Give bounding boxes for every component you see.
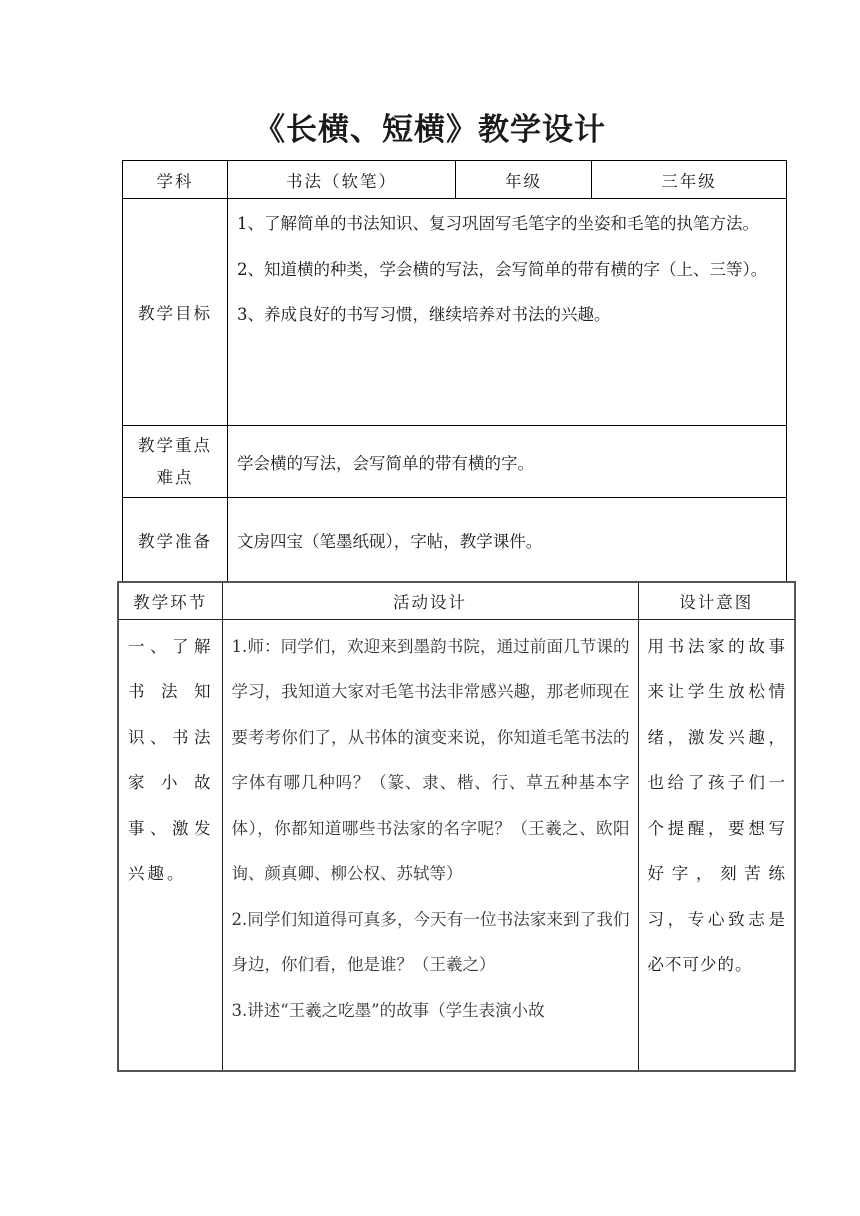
key-points-label-line2: 难点: [156, 467, 194, 487]
document-title: 《长横、短横》教学设计: [254, 112, 606, 148]
objective-item: 2、知道横的种类，学会横的写法，会写简单的带有横的字（上、三等）。: [237, 259, 768, 279]
key-points-label: [123, 426, 228, 498]
activity-cell: [222, 619, 638, 1071]
objectives-label: 教学目标: [123, 199, 228, 426]
intent-cell: [638, 619, 795, 1071]
objective-item: 3、养成良好的书写习惯，继续培养对书法的兴趣。: [237, 305, 611, 324]
subject-label: 学科: [123, 161, 228, 199]
objective-item: 1、了解简单的书法知识、复习巩固写毛笔字的坐姿和毛笔的执笔方法。: [237, 214, 759, 233]
header-stage: 教学环节: [118, 582, 222, 619]
subject-value: 书法（软笔）: [228, 161, 456, 199]
activity-item: 1.师：同学们，欢迎来到墨韵书院，通过前面几节课的学习，我知道大家对毛笔书法非常感兴趣，那老师现在要考考你们了，从书体的演变来说，你知道毛笔书法的字体有哪几种吗？（篆、隶、楷、行、草五种基本字体），你都知道哪些书法家的名字呢？（王羲之、欧阳询、颜真卿、柳公权、苏轼等）: [231, 636, 630, 883]
header-activity: 活动设计: [222, 582, 638, 619]
grade-label: 年级: [456, 161, 592, 199]
lesson-info-table: [122, 160, 787, 582]
stage-text: 一、了解书法知识、书法家小故事、激发兴趣。: [128, 636, 214, 883]
header-intent: 设计意图: [638, 582, 795, 619]
grade-value: 三年级: [592, 161, 787, 199]
preparation-label: 教学准备: [123, 498, 228, 582]
objectives-cell: [228, 199, 787, 426]
activity-item: 2.同学们知道得可真多，今天有一位书法家来到了我们身边，你们看，他是谁？（王羲之）: [231, 909, 630, 974]
stage-cell: [118, 619, 222, 1071]
key-points-value: 学会横的写法，会写简单的带有横的字。: [228, 426, 787, 498]
preparation-value: 文房四宝（笔墨纸砚），字帖，教学课件。: [228, 498, 787, 582]
teaching-process-table: [117, 581, 796, 1072]
activity-item: 3.讲述“王羲之吃墨”的故事（学生表演小故: [231, 1000, 545, 1020]
key-points-label-line1: 教学重点: [138, 435, 212, 455]
intent-text: 用书法家的故事来让学生放松情绪，激发兴趣，也给了孩子们一个提醒，要想写好字，刻苦练习，专心致志是必不可少的。: [647, 636, 786, 974]
